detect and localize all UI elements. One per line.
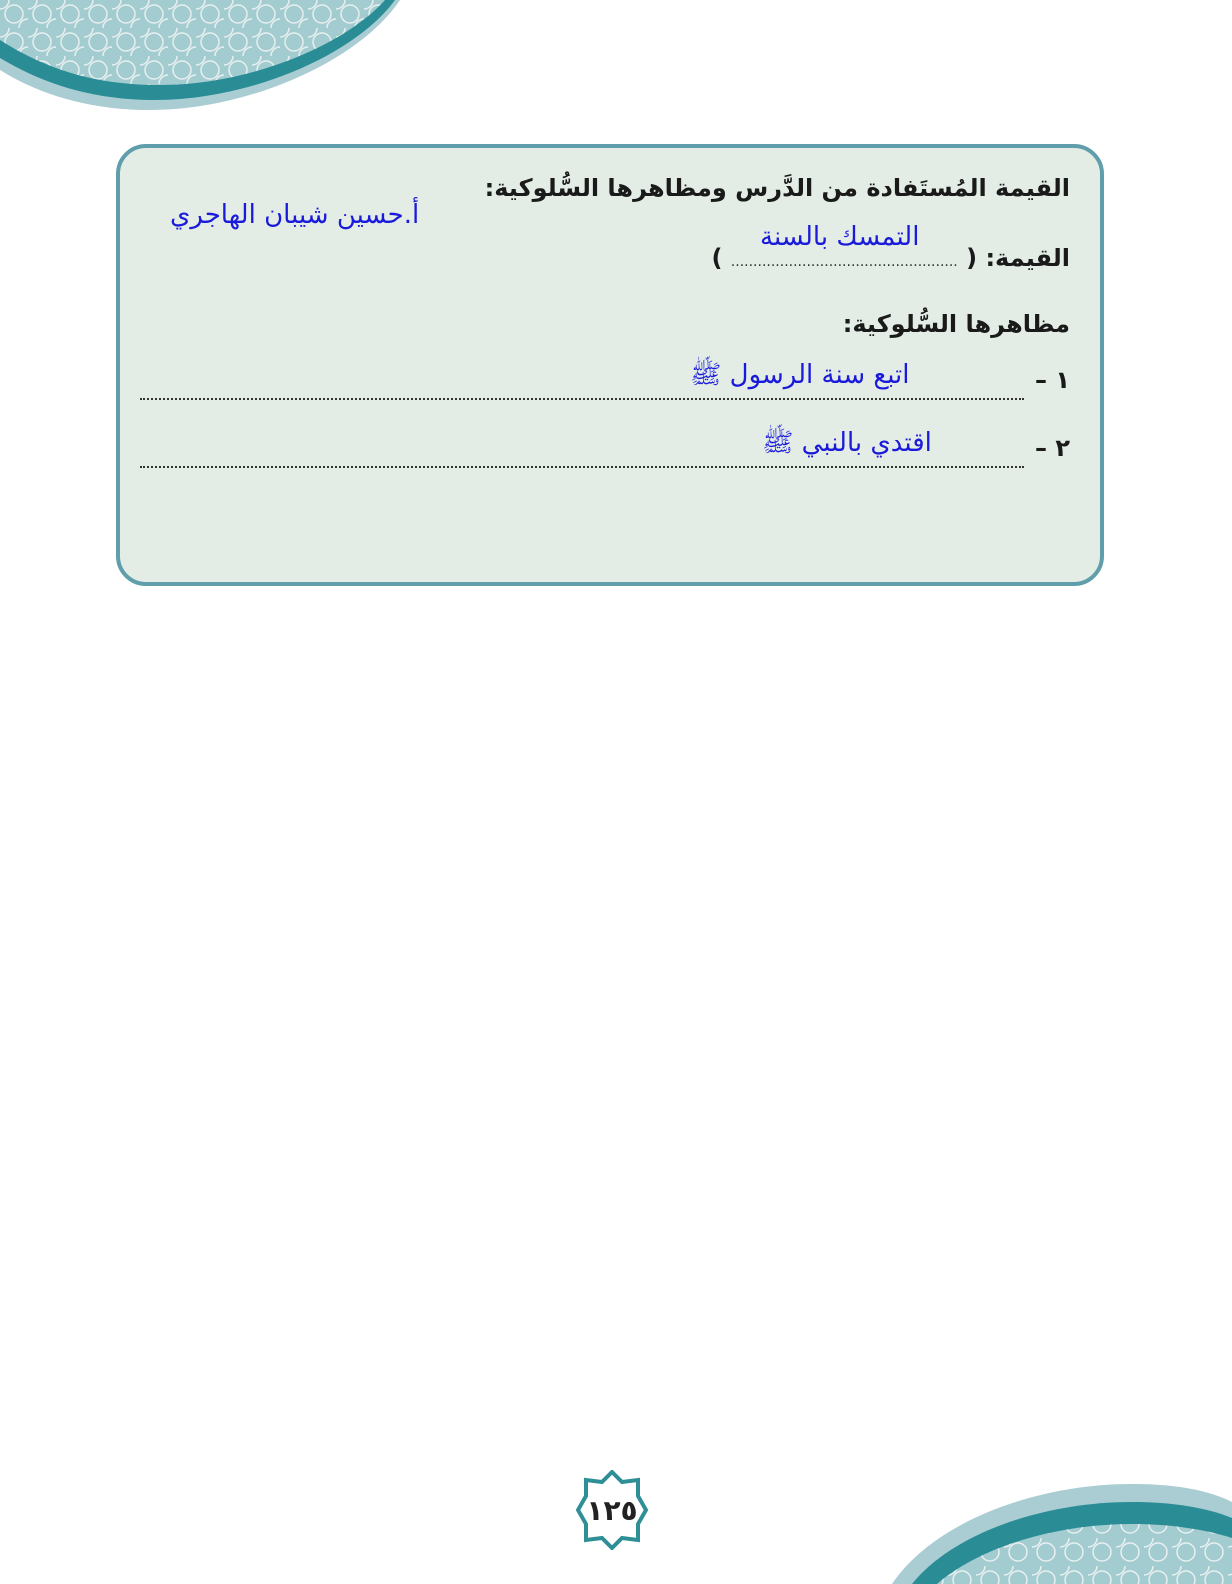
- answer-dotted-line: [140, 398, 1024, 400]
- lesson-value-card: [116, 144, 1104, 586]
- item-number: ٢ –: [1034, 434, 1070, 462]
- item-answer[interactable]: اتبع سنة الرسول ﷺ: [690, 360, 910, 390]
- manifestation-item-1: [140, 360, 1070, 406]
- value-answer[interactable]: التمسك بالسنة: [760, 222, 920, 252]
- manifestation-item-2: [140, 428, 1070, 474]
- value-close-paren: ): [711, 244, 723, 272]
- answer-dotted-line: [140, 466, 1024, 468]
- value-dots: ...................................................: [730, 254, 958, 270]
- bottom-corner-decoration: [892, 1454, 1232, 1584]
- card-heading: القيمة المُستَفادة من الدَّرس ومظاهرها السُّلوكية:: [484, 174, 1070, 202]
- manifestations-title: مظاهرها السُّلوكية:: [842, 310, 1070, 338]
- top-corner-decoration: [0, 0, 430, 130]
- item-number: ١ –: [1034, 366, 1070, 394]
- page-number-badge: [576, 1470, 648, 1550]
- page-number: ١٢٥: [586, 1493, 638, 1527]
- value-label: القيمة: (: [966, 244, 1070, 272]
- item-answer[interactable]: اقتدي بالنبي ﷺ: [762, 428, 932, 458]
- teacher-name: أ.حسين شيبان الهاجري: [170, 200, 420, 230]
